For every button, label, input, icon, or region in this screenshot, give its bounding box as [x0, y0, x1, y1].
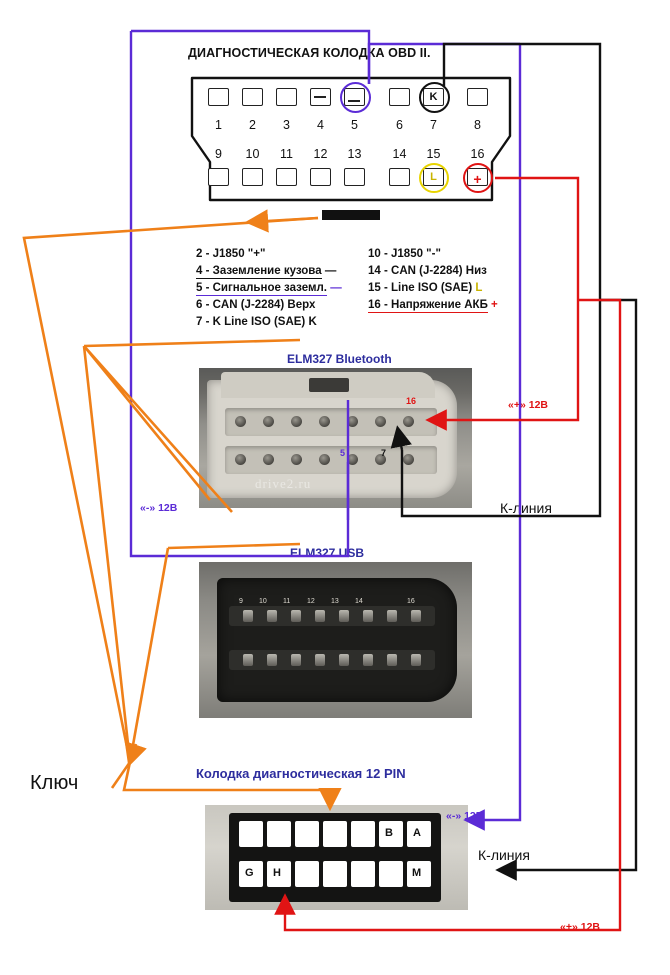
p12-cell-label-m: M — [412, 867, 422, 879]
usb-pin-number: 12 — [307, 598, 315, 605]
legend-item-4-mark: — — [324, 265, 337, 277]
obd-pin-8-box — [467, 88, 488, 106]
bt-pinhole — [403, 454, 414, 465]
legend-item-15 — [368, 280, 598, 297]
legend-item-5-mark: — — [330, 282, 342, 294]
obd-pin-2-box — [242, 88, 263, 106]
legend-item-4 — [196, 263, 396, 280]
legend-item-16 — [368, 297, 598, 314]
obd-pin-7-k-glyph: K — [429, 91, 438, 103]
wire-orange-key — [112, 762, 130, 788]
usb-pinhole — [243, 610, 253, 622]
p12-cell — [239, 821, 263, 847]
bt-connector-slot — [309, 378, 349, 392]
obd-pin-label-9: 9 — [215, 147, 222, 161]
usb-pinhole — [315, 654, 325, 666]
wire-orange-4 — [84, 346, 130, 762]
obd-pin-label-16: 16 — [470, 147, 485, 161]
p12-k-line-label: К-линия — [478, 847, 530, 863]
key-label: Ключ — [30, 772, 79, 794]
bt-pinhole — [263, 454, 274, 465]
legend-item-6 — [196, 297, 396, 314]
obd-pin-label-4: 4 — [317, 118, 324, 132]
legend-item-16-mark: + — [491, 299, 498, 311]
p12-connector-photo — [205, 805, 468, 910]
usb-pin-number: 9 — [239, 598, 243, 605]
bt-pinhole — [235, 416, 246, 427]
obd-pin-6-box — [389, 88, 410, 106]
p12-minus-12v-label: «-» 12В — [446, 810, 484, 822]
p12-cell — [351, 861, 375, 887]
obd-pin-10-box — [242, 168, 263, 186]
obd-pin-label-7: 7 — [430, 118, 437, 132]
bt-pinhole — [403, 416, 414, 427]
usb-pin-number: 16 — [407, 598, 415, 605]
legend-item-16-text: 16 - Напряжение АКБ — [368, 299, 488, 311]
legend-right-column — [368, 246, 598, 314]
obd-pin-label-12: 12 — [313, 147, 328, 161]
elm327-usb-photo — [199, 562, 472, 718]
bt-pinhole — [347, 416, 358, 427]
p12-photo-title: Колодка диагностическая 12 PIN — [196, 766, 406, 781]
p12-cell — [295, 821, 319, 847]
bluetooth-photo-title: ELM327 Bluetooth — [287, 352, 392, 366]
usb-pinhole — [267, 610, 277, 622]
wire-orange-key-arrow — [130, 744, 136, 762]
wire-orange-arrow-obd — [250, 218, 318, 222]
obd-pin-14-box — [389, 168, 410, 186]
bt-pin-7-label: 7 — [381, 448, 387, 458]
usb-pinhole — [291, 654, 301, 666]
obd-pin-16-plus-glyph: + — [473, 171, 482, 187]
usb-pinhole — [267, 654, 277, 666]
legend-item-15-mark: L — [475, 282, 483, 294]
bt-k-line-label: К-линия — [500, 500, 552, 516]
usb-pin-number: 13 — [331, 598, 339, 605]
bt-pinhole — [291, 454, 302, 465]
p12-cell — [379, 861, 403, 887]
obd-pin-9-box — [208, 168, 229, 186]
obd-pin-5-highlight — [340, 82, 371, 113]
p12-cell-label-a: A — [413, 827, 421, 839]
wire-orange-6 — [168, 544, 300, 548]
obd-connector-tab — [322, 210, 380, 220]
wire-black-kline-12pin — [500, 300, 636, 870]
bt-pinhole — [263, 416, 274, 427]
legend-item-14-text: 14 - CAN (J-2284) Низ — [368, 265, 487, 277]
bt-pinhole — [375, 416, 386, 427]
legend-item-7-text: 7 - K Line ISO (SAE) — [196, 316, 306, 328]
usb-pin-number: 10 — [259, 598, 267, 605]
p12-cell — [323, 821, 347, 847]
obd-pin-label-11: 11 — [280, 147, 293, 161]
obd-pin-label-3: 3 — [283, 118, 290, 132]
obd-pin-11-box — [276, 168, 297, 186]
usb-pinhole — [339, 610, 349, 622]
obd-pin-3-box — [276, 88, 297, 106]
obd-pin-label-14: 14 — [392, 147, 407, 161]
legend-item-10-text: 10 - J1850 "-" — [368, 248, 441, 260]
obd-pin-12-box — [310, 168, 331, 186]
legend-item-7 — [196, 314, 396, 331]
usb-connector-body — [217, 578, 457, 702]
p12-cell — [267, 821, 291, 847]
obd-pin-15-l-glyph: L — [430, 171, 437, 183]
obd-pin-label-13: 13 — [347, 147, 362, 161]
p12-cell-label-g: G — [245, 867, 254, 879]
legend-item-15-text: 15 - Line ISO (SAE) — [368, 282, 473, 294]
bt-pinhole — [319, 454, 330, 465]
obd-pin-1-box — [208, 88, 229, 106]
bt-pinhole — [319, 416, 330, 427]
obd-pin-label-8: 8 — [474, 118, 481, 132]
p12-cell — [351, 821, 375, 847]
usb-pinhole — [339, 654, 349, 666]
legend-left-column — [196, 246, 396, 331]
bt-pin-16-label: 16 — [406, 396, 417, 406]
bt-pin-5-label: 5 — [340, 448, 346, 458]
obd-pin-4-dash — [314, 96, 326, 98]
obd-connector-title: ДИАГНОСТИЧЕСКАЯ КОЛОДКА OBD II. — [188, 46, 431, 60]
obd-pin-label-2: 2 — [249, 118, 256, 132]
legend-item-7-mark: K — [308, 316, 317, 328]
bt-plus-12v-label: «+» 12В — [508, 399, 548, 411]
p12-cell-label-h: H — [273, 867, 281, 879]
obd-pin-label-6: 6 — [396, 118, 403, 132]
legend-item-2-text: 2 - J1850 "+" — [196, 248, 266, 260]
bt-pinhole — [235, 454, 246, 465]
usb-pinhole — [387, 610, 397, 622]
legend-item-4-text: 4 - Заземление кузова — [196, 265, 322, 277]
legend-item-5 — [196, 280, 396, 297]
p12-cell — [323, 861, 347, 887]
obd-pin-label-1: 1 — [215, 118, 222, 132]
usb-pinhole — [387, 654, 397, 666]
usb-pin-row-top — [229, 606, 435, 626]
bt-pinhole — [347, 454, 358, 465]
p12-cell — [295, 861, 319, 887]
photo-watermark: drive2.ru — [255, 476, 312, 491]
legend-item-10 — [368, 246, 598, 263]
usb-pin-row-bottom — [229, 650, 435, 670]
usb-photo-title: ELM327 USB — [290, 546, 365, 560]
obd-pin-label-10: 10 — [245, 147, 260, 161]
wire-orange-5 — [130, 548, 168, 762]
usb-pinhole — [363, 654, 373, 666]
usb-pinhole — [363, 610, 373, 622]
p12-plus-12v-label: «+» 12В — [560, 921, 600, 933]
legend-item-2 — [196, 246, 396, 263]
usb-pinhole — [411, 654, 421, 666]
usb-pinhole — [411, 610, 421, 622]
usb-pin-number: 14 — [355, 598, 363, 605]
p12-cell-label-b: B — [385, 827, 393, 839]
obd-pin-label-5: 5 — [351, 118, 358, 132]
wire-red-plus12v-down — [560, 300, 620, 930]
wire-orange-3 — [84, 340, 300, 346]
obd-pin-13-box — [344, 168, 365, 186]
legend-item-6-text: 6 - CAN (J-2284) Верх — [196, 299, 316, 311]
bt-pinhole — [291, 416, 302, 427]
usb-pinhole — [315, 610, 325, 622]
usb-pinhole — [291, 610, 301, 622]
obd-pin-label-15: 15 — [426, 147, 441, 161]
legend-item-5-text: 5 - Сигнальное заземл. — [196, 282, 327, 294]
elm327-bluetooth-photo — [199, 368, 472, 508]
usb-pin-number: 11 — [283, 598, 291, 605]
usb-pinhole — [243, 654, 253, 666]
bt-minus-12v-label: «-» 12В — [140, 502, 178, 514]
legend-item-14 — [368, 263, 598, 280]
